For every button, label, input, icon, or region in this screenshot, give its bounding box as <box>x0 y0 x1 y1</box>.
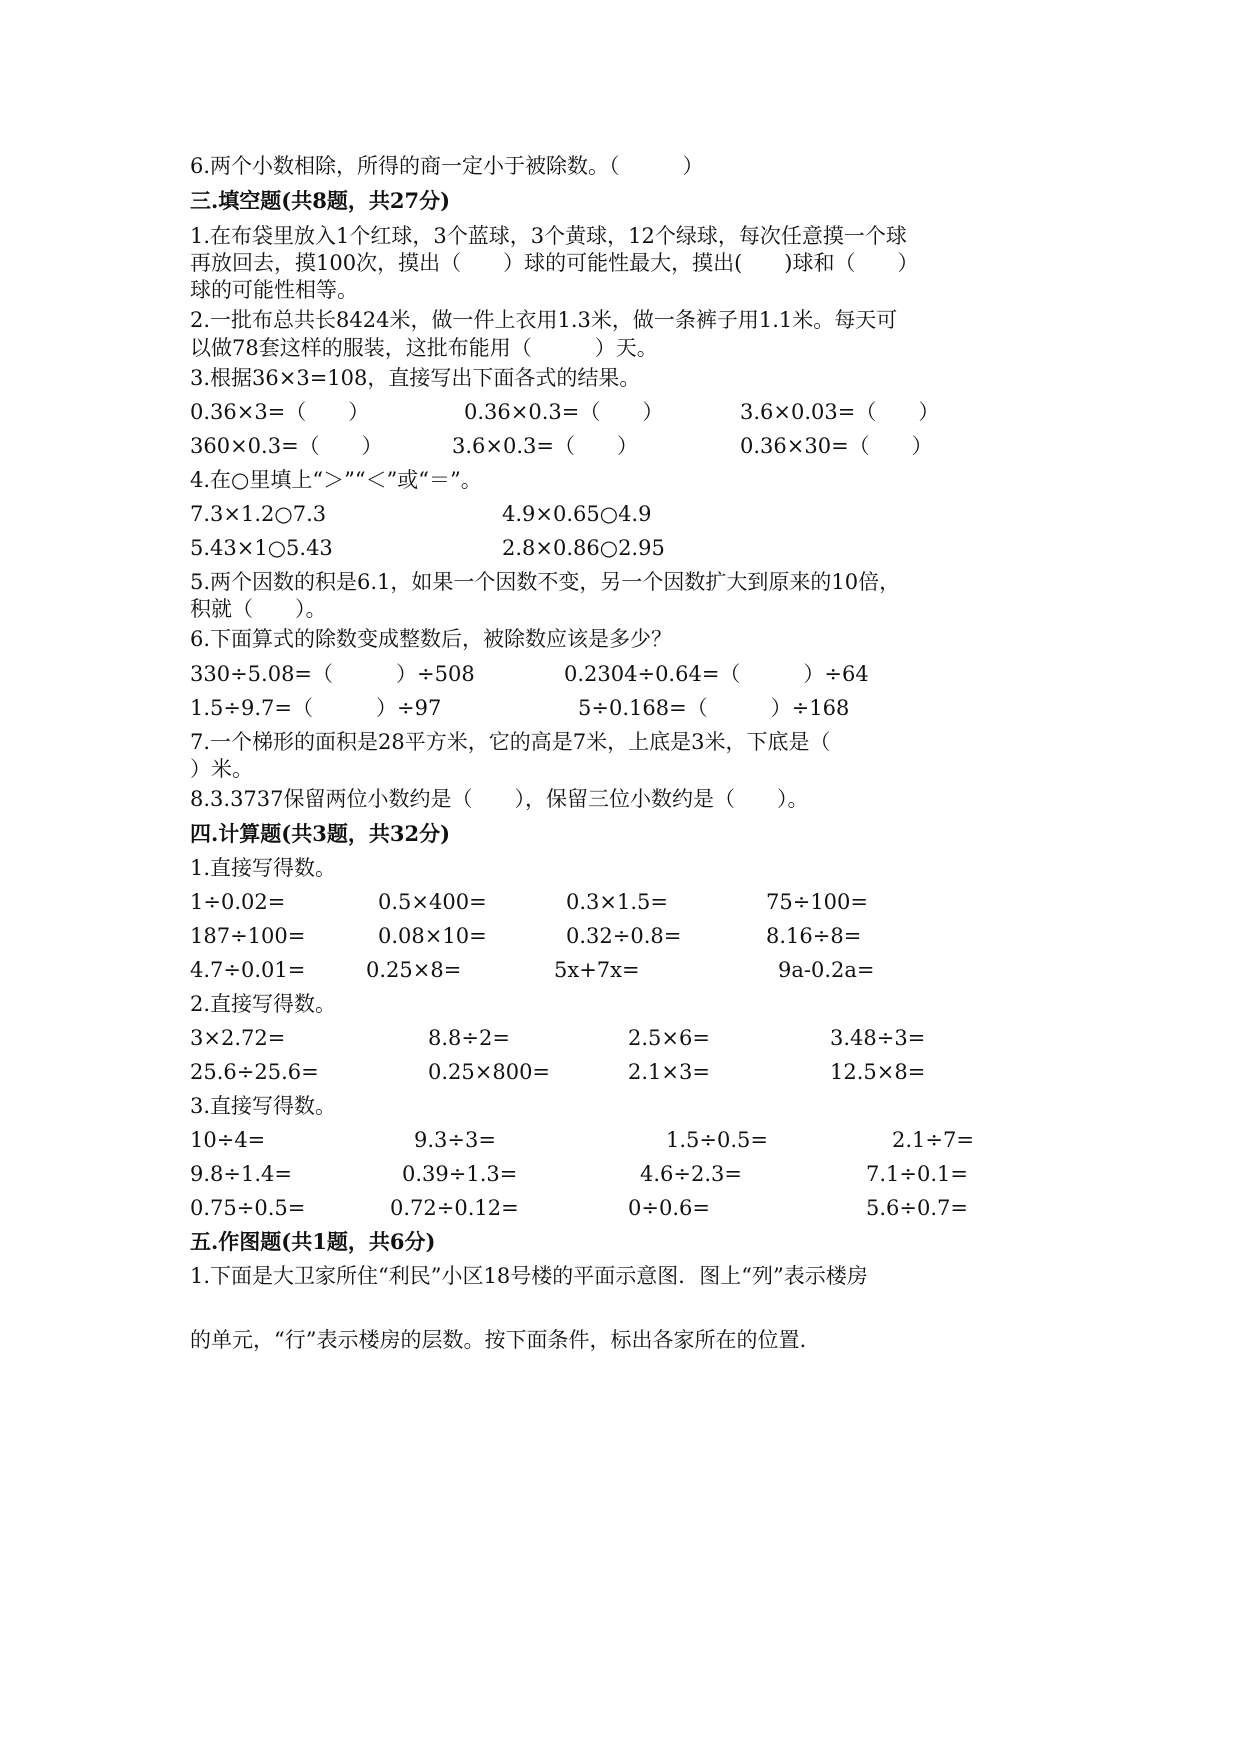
expression: 2.1×3= <box>628 1060 710 1084</box>
expression: 360×0.3=（ ） <box>190 434 383 458</box>
expression: 0.36×0.3=（ ） <box>464 400 664 424</box>
s3-q4-intro: 4.在○里填上“＞”“＜”或“＝”。 <box>190 468 482 492</box>
expression: 330÷5.08=（ ）÷508 <box>190 662 475 686</box>
s3-q4-row <box>0 500 1240 530</box>
s3-q6-row <box>0 660 1240 690</box>
expression: 4.7÷0.01= <box>190 958 306 982</box>
expression: 12.5×8= <box>830 1060 926 1084</box>
expression: 0.39÷1.3= <box>402 1162 518 1186</box>
s4-q1-row <box>0 956 1240 986</box>
expression: 0.2304÷0.64=（ ）÷64 <box>564 662 869 686</box>
s4-q3-row <box>0 1194 1240 1224</box>
s4-q1-intro: 1.直接写得数。 <box>190 856 337 880</box>
s3-q4-row <box>0 534 1240 564</box>
s4-q3-intro: 3.直接写得数。 <box>190 1094 337 1118</box>
s3-q1-line2: 再放回去，摸100次，摸出（ ）球的可能性最大，摸出( )球和（ ） <box>190 251 919 275</box>
expression: 0.32÷0.8= <box>566 924 682 948</box>
expression: 0.5×400= <box>378 890 487 914</box>
s3-q3-row <box>0 398 1240 428</box>
s4-q2-row <box>0 1024 1240 1054</box>
expression: 0.75÷0.5= <box>190 1196 306 1220</box>
expression: 25.6÷25.6= <box>190 1060 319 1084</box>
s3-q7-line1: 7.一个梯形的面积是28平方米，它的高是7米，上底是3米，下底是（ <box>190 730 831 754</box>
expression: 9.3÷3= <box>414 1128 496 1152</box>
comparison: 4.9×0.65○4.9 <box>502 502 652 526</box>
expression: 7.1÷0.1= <box>866 1162 968 1186</box>
expression: 1÷0.02= <box>190 890 286 914</box>
expression: 2.1÷7= <box>892 1128 974 1152</box>
expression: 1.5÷9.7=（ ）÷97 <box>190 696 442 720</box>
expression: 3.6×0.3=（ ） <box>452 434 638 458</box>
s5-q1-line2: 的单元，“行”表示楼房的层数。按下面条件，标出各家所在的位置. <box>190 1328 807 1352</box>
section-4-heading: 四.计算题(共3题，共32分) <box>190 821 451 846</box>
expression: 0.36×30=（ ） <box>740 434 933 458</box>
expression: 0.25×800= <box>428 1060 551 1084</box>
expression: 0.72÷0.12= <box>390 1196 519 1220</box>
expression: 1.5÷0.5= <box>666 1128 768 1152</box>
s3-q8: 8.3.3737保留两位小数约是（ ），保留三位小数约是（ ）。 <box>190 787 809 811</box>
s3-q7-line2: ）米。 <box>190 757 253 781</box>
comparison: 5.43×1○5.43 <box>190 536 333 560</box>
s5-q1-line1: 1.下面是大卫家所住“利民”小区18号楼的平面示意图．图上“列”表示楼房 <box>190 1264 868 1288</box>
s3-q1-line1: 1.在布袋里放入1个红球，3个蓝球，3个黄球，12个绿球，每次任意摸一个球 <box>190 224 907 248</box>
expression: 9a-0.2a= <box>778 958 875 982</box>
s4-q2-row <box>0 1058 1240 1088</box>
expression: 0.3×1.5= <box>566 890 668 914</box>
expression: 187÷100= <box>190 924 306 948</box>
prev-question-6: 6.两个小数相除，所得的商一定小于被除数。（ ） <box>190 154 704 178</box>
expression: 0.08×10= <box>378 924 487 948</box>
expression: 8.8÷2= <box>428 1026 510 1050</box>
s4-q1-row <box>0 922 1240 952</box>
s3-q1-line3: 球的可能性相等。 <box>190 278 358 302</box>
section-5-heading: 五.作图题(共1题，共6分) <box>190 1229 436 1254</box>
expression: 9.8÷1.4= <box>190 1162 292 1186</box>
s4-q1-row <box>0 888 1240 918</box>
expression: 3×2.72= <box>190 1026 286 1050</box>
comparison: 7.3×1.2○7.3 <box>190 502 327 526</box>
s3-q5-line1: 5.两个因数的积是6.1，如果一个因数不变，另一个因数扩大到原来的10倍， <box>190 570 901 594</box>
s4-q3-row <box>0 1126 1240 1156</box>
s3-q6-intro: 6.下面算式的除数变成整数后，被除数应该是多少？ <box>190 627 673 651</box>
expression: 10÷4= <box>190 1128 266 1152</box>
expression: 4.6÷2.3= <box>640 1162 742 1186</box>
expression: 5x+7x= <box>554 958 640 982</box>
expression: 0.36×3=（ ） <box>190 400 370 424</box>
s3-q3-intro: 3.根据36×3=108，直接写出下面各式的结果。 <box>190 366 641 390</box>
s4-q2-intro: 2.直接写得数。 <box>190 992 337 1016</box>
s3-q5-line2: 积就（ ）。 <box>190 597 327 621</box>
s3-q3-row <box>0 432 1240 462</box>
expression: 0.25×8= <box>366 958 462 982</box>
s3-q2-line2: 以做78套这样的服装，这批布能用（ ）天。 <box>190 336 658 360</box>
expression: 2.5×6= <box>628 1026 710 1050</box>
expression: 5÷0.168=（ ）÷168 <box>578 696 850 720</box>
s3-q2-line1: 2.一批布总共长8424米，做一件上衣用1.3米，做一条裤子用1.1米。每天可 <box>190 308 898 332</box>
expression: 3.6×0.03=（ ） <box>740 400 940 424</box>
expression: 5.6÷0.7= <box>866 1196 968 1220</box>
s4-q3-row <box>0 1160 1240 1190</box>
s3-q6-row <box>0 694 1240 724</box>
expression: 3.48÷3= <box>830 1026 926 1050</box>
expression: 8.16÷8= <box>766 924 862 948</box>
expression: 75÷100= <box>766 890 868 914</box>
comparison: 2.8×0.86○2.95 <box>502 536 665 560</box>
expression: 0÷0.6= <box>628 1196 710 1220</box>
section-3-heading: 三.填空题(共8题，共27分) <box>190 188 451 213</box>
